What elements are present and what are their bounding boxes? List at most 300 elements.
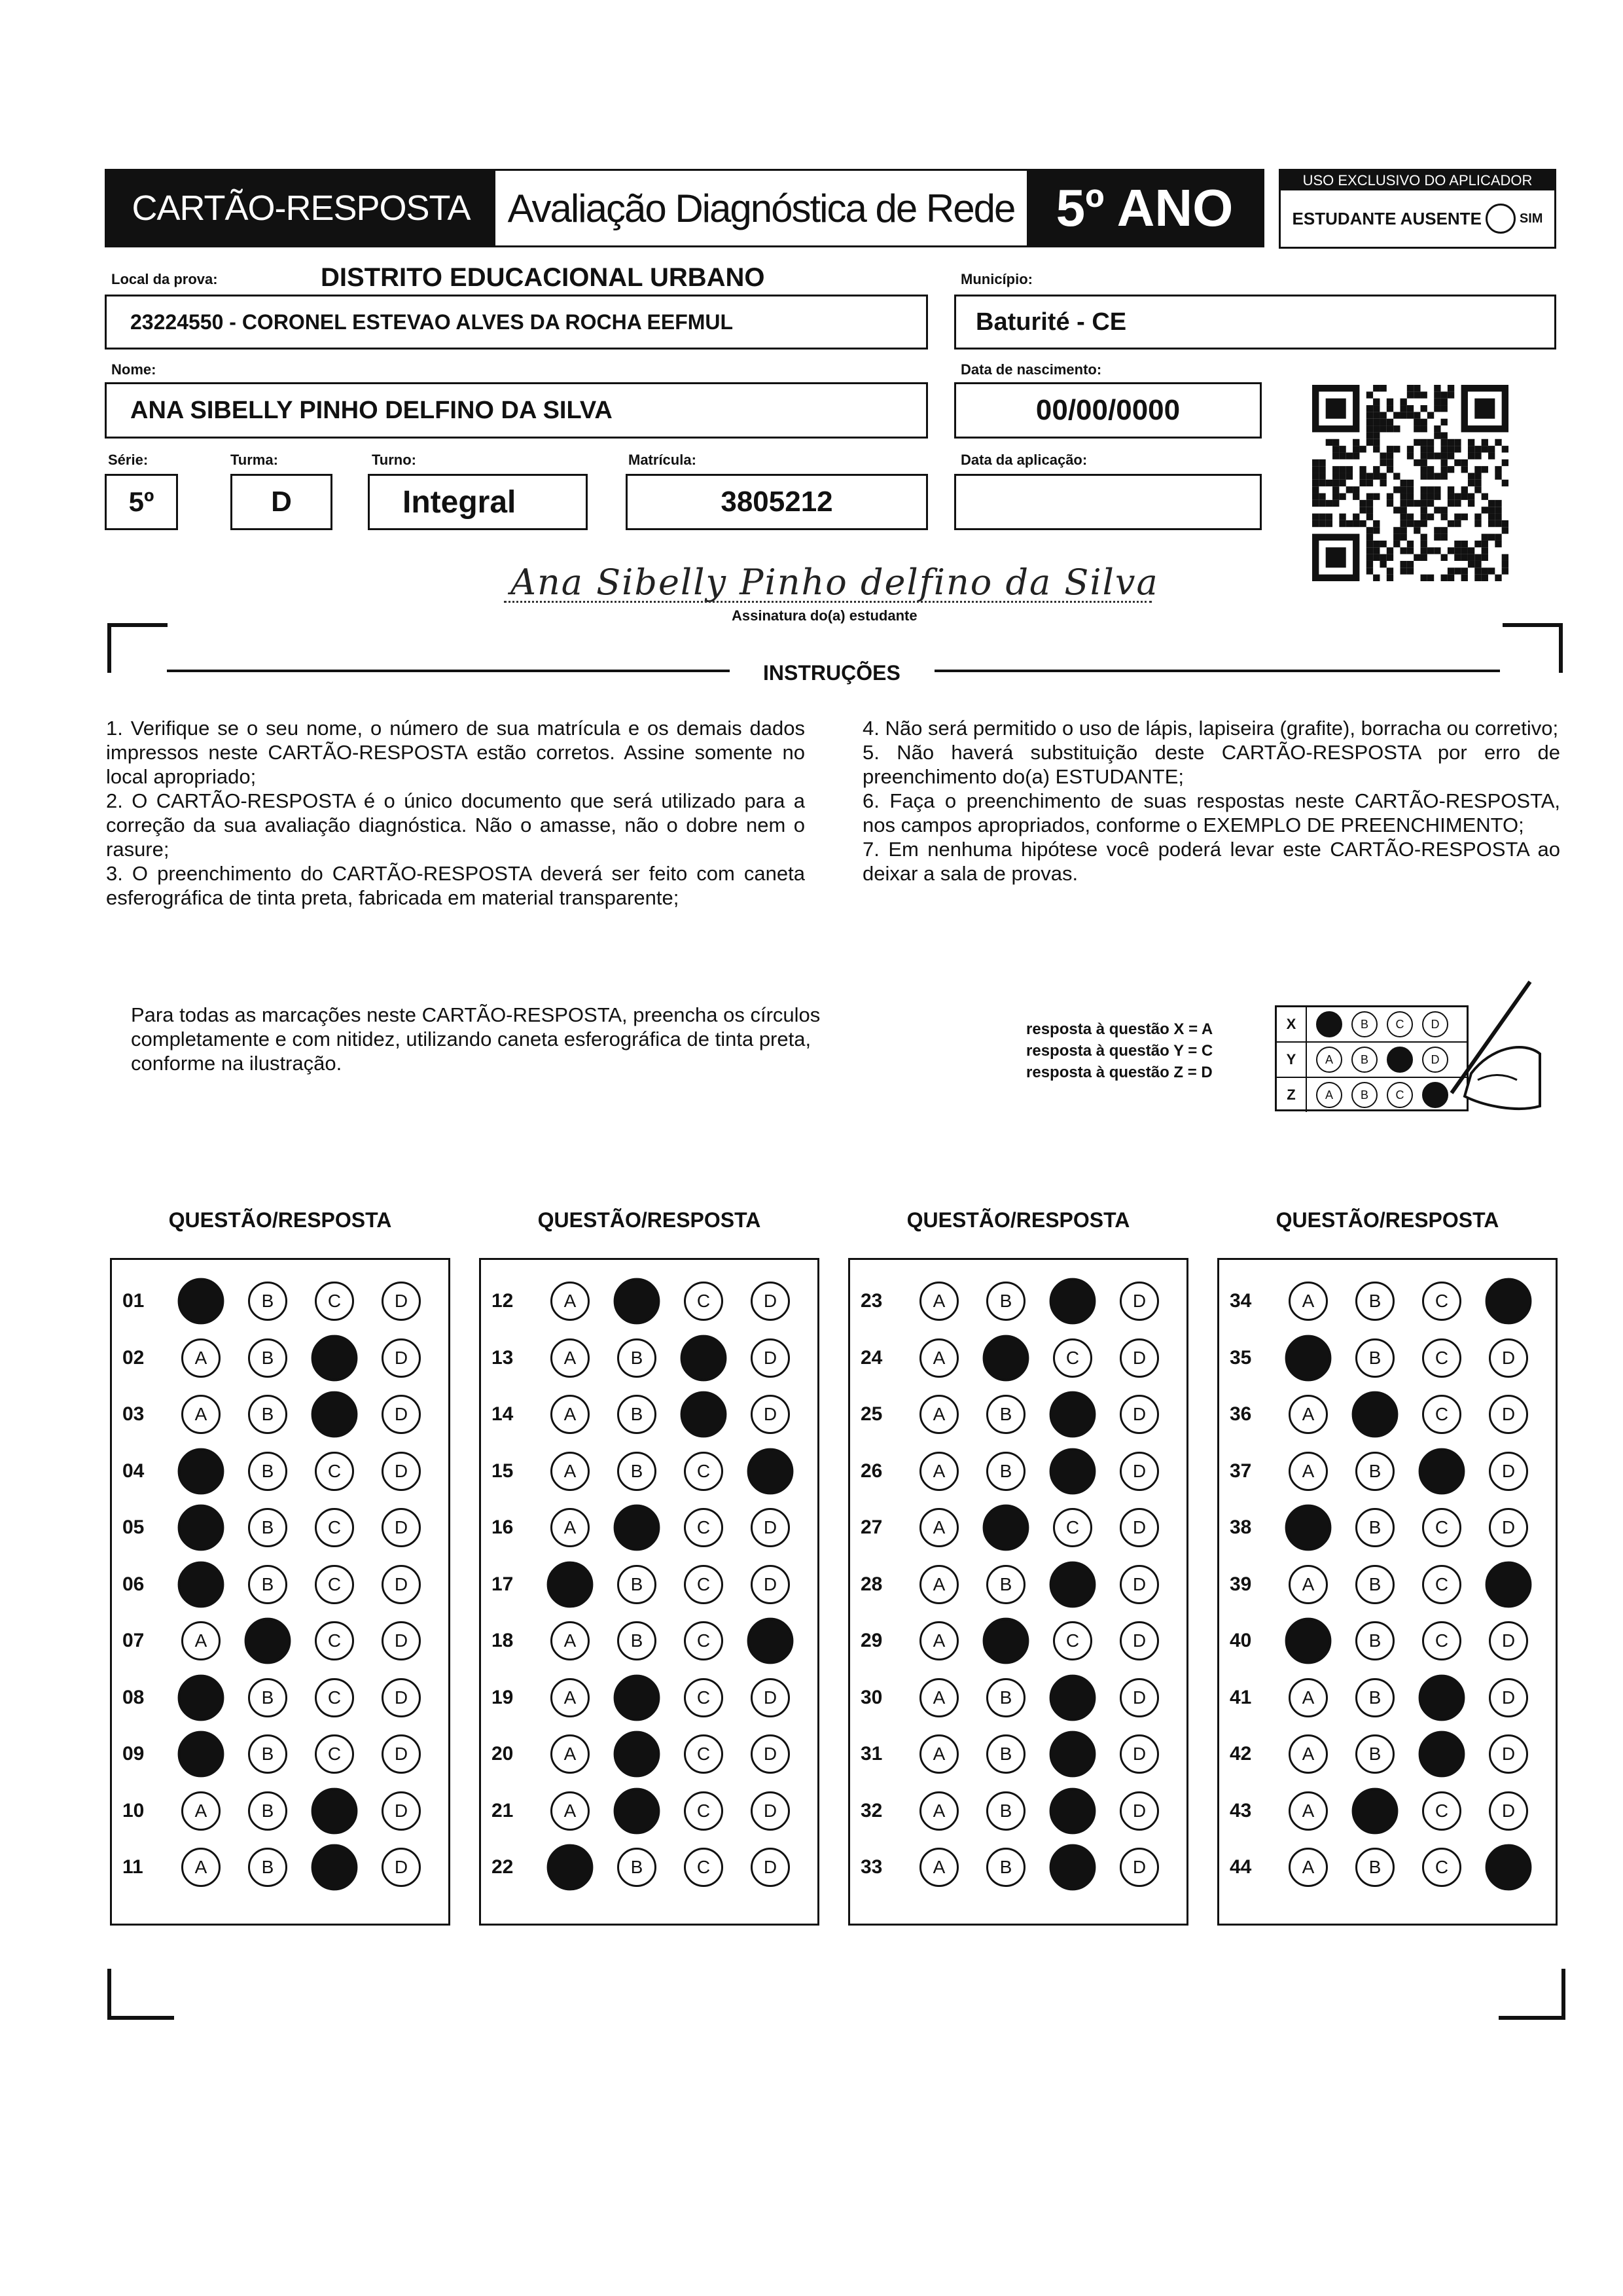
answer-row (1219, 1670, 1556, 1726)
answer-bubble-a[interactable]: A (550, 1791, 590, 1831)
question-answer-heading: QUESTÃO/RESPOSTA (537, 1208, 761, 1232)
answer-bubble-c[interactable]: C (315, 1565, 354, 1604)
serie-field: 5º (105, 474, 178, 530)
answer-bubble-c[interactable]: C (1053, 1508, 1092, 1547)
answer-bubble-d[interactable]: D (751, 1395, 790, 1434)
answer-bubble-d[interactable] (1486, 1844, 1532, 1891)
answer-row (112, 1726, 448, 1782)
answer-bubble-a[interactable]: A (919, 1338, 959, 1378)
answer-bubble-b[interactable] (614, 1787, 660, 1834)
question-number: 22 (491, 1856, 514, 1878)
answer-row (850, 1273, 1186, 1329)
answer-bubble-b[interactable]: B (986, 1282, 1026, 1321)
header-band (105, 169, 1264, 247)
answer-bubble-c[interactable] (1419, 1448, 1465, 1494)
answer-bubble-d[interactable] (747, 1448, 794, 1494)
answer-bubble-d[interactable]: D (1120, 1395, 1159, 1434)
question-number: 07 (122, 1630, 145, 1651)
answer-bubble-a[interactable]: A (550, 1734, 590, 1774)
example-bubble: A (1316, 1082, 1342, 1108)
answer-bubble-c[interactable] (1050, 1674, 1096, 1721)
answer-bubble-b[interactable] (983, 1618, 1029, 1664)
question-number: 10 (122, 1799, 145, 1821)
answer-bubble-b[interactable]: B (1355, 1565, 1395, 1604)
question-number: 01 (122, 1290, 145, 1312)
question-number: 32 (861, 1799, 883, 1821)
question-number: 11 (122, 1856, 143, 1878)
example-row-key: Z (1277, 1078, 1307, 1112)
question-number: 37 (1230, 1460, 1252, 1482)
answer-bubble-d[interactable]: D (1120, 1282, 1159, 1321)
instructions-rule-left (167, 670, 730, 672)
answer-bubble-d[interactable]: D (751, 1338, 790, 1378)
answer-bubble-d[interactable]: D (751, 1678, 790, 1717)
answer-row (1219, 1273, 1556, 1329)
answer-row (112, 1783, 448, 1839)
answer-bubble-b[interactable] (614, 1505, 660, 1551)
answer-bubble-d[interactable]: D (382, 1791, 421, 1831)
answer-bubble-d[interactable] (1486, 1278, 1532, 1325)
answer-bubble-c[interactable] (312, 1787, 358, 1834)
answer-bubble-b[interactable]: B (248, 1338, 287, 1378)
question-number: 16 (491, 1516, 514, 1538)
answer-row (481, 1726, 817, 1782)
answer-panel (479, 1258, 819, 1926)
answer-bubble-c[interactable]: C (684, 1848, 723, 1887)
question-number: 36 (1230, 1403, 1252, 1425)
answer-bubble-c[interactable] (1050, 1278, 1096, 1325)
answer-bubble-d[interactable]: D (1120, 1452, 1159, 1491)
nascimento-label: Data de nascimento: (961, 361, 1102, 378)
turma-field: D (230, 474, 332, 530)
answer-bubble-b[interactable]: B (1355, 1678, 1395, 1717)
answer-bubble-b[interactable]: B (248, 1734, 287, 1774)
answer-bubble-a[interactable]: A (550, 1452, 590, 1491)
answer-row (481, 1330, 817, 1386)
answer-bubble-c[interactable]: C (684, 1678, 723, 1717)
answer-bubble-b[interactable]: B (1355, 1338, 1395, 1378)
answer-bubble-b[interactable]: B (1355, 1282, 1395, 1321)
question-number: 24 (861, 1346, 883, 1369)
answer-bubble-b[interactable] (245, 1618, 291, 1664)
answer-bubble-d[interactable]: D (751, 1848, 790, 1887)
question-number: 44 (1230, 1856, 1252, 1878)
example-legend (1026, 1018, 1213, 1083)
example-bubble: C (1387, 1082, 1413, 1108)
answer-bubble-b[interactable]: B (986, 1791, 1026, 1831)
answer-bubble-b[interactable]: B (986, 1734, 1026, 1774)
answer-bubble-b[interactable] (1352, 1787, 1399, 1834)
answer-bubble-d[interactable]: D (1489, 1338, 1528, 1378)
answer-bubble-d[interactable] (747, 1618, 794, 1664)
answer-bubble-c[interactable] (1419, 1731, 1465, 1778)
answer-bubble-c[interactable]: C (315, 1734, 354, 1774)
answer-bubble-d[interactable]: D (751, 1791, 790, 1831)
answer-bubble-d[interactable]: D (1120, 1678, 1159, 1717)
example-line-x: resposta à questão X = A (1026, 1020, 1213, 1038)
answer-bubble-a[interactable]: A (181, 1791, 221, 1831)
answer-bubble-d[interactable]: D (1120, 1621, 1159, 1660)
answer-bubble-a[interactable]: A (919, 1734, 959, 1774)
answer-bubble-b[interactable]: B (1355, 1734, 1395, 1774)
answer-row (112, 1330, 448, 1386)
answer-bubble-a[interactable] (178, 1448, 224, 1494)
answer-bubble-d[interactable]: D (1489, 1452, 1528, 1491)
nome-label: Nome: (111, 361, 156, 378)
answer-bubble-d[interactable]: D (1489, 1621, 1528, 1660)
answer-bubble-d[interactable]: D (382, 1282, 421, 1321)
answer-row (481, 1499, 817, 1556)
answer-bubble-b[interactable] (614, 1674, 660, 1721)
answer-bubble-d[interactable]: D (382, 1621, 421, 1660)
corner-mark-top-left (107, 623, 168, 673)
answer-row (112, 1613, 448, 1669)
answer-bubble-d[interactable]: D (382, 1848, 421, 1887)
answer-bubble-b[interactable]: B (248, 1678, 287, 1717)
question-number: 15 (491, 1460, 514, 1482)
answer-bubble-a[interactable]: A (919, 1678, 959, 1717)
answer-bubble-b[interactable] (1352, 1391, 1399, 1438)
answer-row (850, 1839, 1186, 1895)
answer-bubble-c[interactable]: C (315, 1508, 354, 1547)
fill-instructions: Para todas as marcações neste CARTÃO-RESPOSTA, preencha os círculos completamente e com nitidez, utilizando caneta esferográfica de tinta preta, conforme na ilustração. (131, 1003, 821, 1075)
answer-bubble-a[interactable] (547, 1561, 594, 1607)
instructions-right: 4. Não será permitido o uso de lápis, lapiseira (grafite), borracha ou corretivo; 5. Não haverá substituição deste CARTÃO-RESPOSTA por erro de preenchimento do(a) ESTUDANTE; 6. Faça o preenchimento de suas respostas neste CARTÃO-RESPOSTA, nos campos apropriados, conforme o EXEMPLO DE PREENCHIMENTO; 7. Em nenhuma hipótese você poderá levar este CARTÃO-RESPOSTA ao deixar a sala de provas. (863, 717, 1560, 885)
absent-student-label: ESTUDANTE AUSENTE (1292, 208, 1482, 228)
answer-bubble-b[interactable]: B (986, 1395, 1026, 1434)
answer-row (850, 1330, 1186, 1386)
example-bubble (1316, 1011, 1342, 1037)
question-number: 06 (122, 1573, 145, 1595)
answer-bubble-c[interactable]: C (684, 1621, 723, 1660)
instructions-title: INSTRUÇÕES (763, 661, 901, 685)
answer-bubble-a[interactable]: A (181, 1621, 221, 1660)
answer-bubble-b[interactable]: B (1355, 1452, 1395, 1491)
answer-row (112, 1386, 448, 1443)
example-row-key: X (1277, 1007, 1307, 1041)
answer-bubble-d[interactable]: D (1489, 1734, 1528, 1774)
answer-bubble-a[interactable] (178, 1561, 224, 1607)
answer-bubble-b[interactable]: B (986, 1452, 1026, 1491)
answer-bubble-a[interactable]: A (181, 1395, 221, 1434)
question-number: 42 (1230, 1743, 1252, 1765)
answer-bubble-a[interactable] (178, 1505, 224, 1551)
nome-field: ANA SIBELLY PINHO DELFINO DA SILVA (105, 382, 928, 439)
question-number: 09 (122, 1743, 145, 1765)
answer-bubble-b[interactable]: B (617, 1395, 656, 1434)
answer-bubble-c[interactable]: C (1422, 1791, 1461, 1831)
answer-bubble-b[interactable]: B (617, 1848, 656, 1887)
answer-bubble-c[interactable] (1050, 1844, 1096, 1891)
answer-bubble-d[interactable]: D (1489, 1678, 1528, 1717)
answer-row (481, 1839, 817, 1895)
answer-row (850, 1556, 1186, 1613)
answer-bubble-d[interactable]: D (382, 1565, 421, 1604)
answer-row (850, 1783, 1186, 1839)
answer-row (1219, 1783, 1556, 1839)
answer-bubble-d[interactable]: D (382, 1452, 421, 1491)
answer-bubble-d[interactable]: D (751, 1282, 790, 1321)
answer-bubble-b[interactable]: B (617, 1452, 656, 1491)
answer-bubble-c[interactable]: C (315, 1452, 354, 1491)
turno-field: Integral (368, 474, 588, 530)
answer-bubble-b[interactable]: B (248, 1282, 287, 1321)
answer-bubble-d[interactable]: D (382, 1508, 421, 1547)
answer-bubble-b[interactable]: B (986, 1678, 1026, 1717)
answer-row (481, 1613, 817, 1669)
answer-bubble-a[interactable]: A (1289, 1734, 1328, 1774)
answer-bubble-c[interactable] (1050, 1448, 1096, 1494)
answer-bubble-c[interactable]: C (1422, 1508, 1461, 1547)
answer-bubble-d[interactable]: D (382, 1395, 421, 1434)
answer-row (1219, 1556, 1556, 1613)
answer-bubble-d[interactable]: D (751, 1734, 790, 1774)
answer-bubble-b[interactable]: B (248, 1565, 287, 1604)
answer-bubble-b[interactable]: B (1355, 1508, 1395, 1547)
matricula-label: Matrícula: (628, 452, 696, 468)
question-number: 03 (122, 1403, 145, 1425)
answer-bubble-d[interactable]: D (1120, 1338, 1159, 1378)
aplicacao-label: Data da aplicação: (961, 452, 1088, 468)
local-title: DISTRITO EDUCACIONAL URBANO (321, 263, 765, 292)
answer-bubble-c[interactable] (681, 1391, 727, 1438)
answer-bubble-a[interactable] (1285, 1335, 1332, 1381)
answer-bubble-b[interactable] (614, 1278, 660, 1325)
question-number: 20 (491, 1743, 514, 1765)
example-bubble: D (1422, 1011, 1448, 1037)
answer-bubble-b[interactable]: B (1355, 1848, 1395, 1887)
example-bubble: B (1351, 1011, 1378, 1037)
answer-bubble-a[interactable]: A (1289, 1848, 1328, 1887)
answer-bubble-d[interactable]: D (1120, 1791, 1159, 1831)
question-number: 13 (491, 1346, 514, 1369)
answer-row (850, 1726, 1186, 1782)
answer-bubble-a[interactable]: A (1289, 1565, 1328, 1604)
answer-panel (110, 1258, 450, 1926)
answer-bubble-b[interactable] (983, 1335, 1029, 1381)
matricula-field: 3805212 (626, 474, 928, 530)
answer-bubble-d[interactable]: D (1489, 1791, 1528, 1831)
answer-bubble-d[interactable]: D (1120, 1508, 1159, 1547)
aplicacao-field (954, 474, 1262, 530)
question-number: 43 (1230, 1799, 1252, 1821)
question-number: 40 (1230, 1630, 1252, 1651)
answer-bubble-b[interactable]: B (617, 1338, 656, 1378)
answer-bubble-a[interactable]: A (1289, 1282, 1328, 1321)
example-row-key: Y (1277, 1043, 1307, 1077)
local-label: Local da prova: (111, 271, 218, 287)
municipio-field: Baturité - CE (954, 295, 1556, 350)
answer-bubble-a[interactable]: A (919, 1452, 959, 1491)
answer-bubble-b[interactable]: B (248, 1848, 287, 1887)
answer-bubble-b[interactable]: B (617, 1565, 656, 1604)
answer-bubble-a[interactable]: A (919, 1508, 959, 1547)
answer-row (112, 1273, 448, 1329)
answer-row (481, 1443, 817, 1499)
answer-bubble-c[interactable]: C (315, 1678, 354, 1717)
answer-bubble-d[interactable]: D (382, 1338, 421, 1378)
answer-bubble-c[interactable]: C (1053, 1621, 1092, 1660)
answer-bubble-a[interactable]: A (919, 1282, 959, 1321)
answer-bubble-a[interactable] (178, 1674, 224, 1721)
answer-row (1219, 1613, 1556, 1669)
answer-bubble-c[interactable] (312, 1391, 358, 1438)
answer-bubble-b[interactable]: B (248, 1452, 287, 1491)
answer-row (1219, 1386, 1556, 1443)
question-number: 12 (491, 1290, 514, 1312)
answer-bubble-a[interactable]: A (550, 1395, 590, 1434)
answer-bubble-c[interactable]: C (1422, 1565, 1461, 1604)
answer-bubble-a[interactable]: A (550, 1508, 590, 1547)
answer-bubble-a[interactable]: A (919, 1395, 959, 1434)
answer-bubble-a[interactable]: A (1289, 1678, 1328, 1717)
answer-bubble-a[interactable]: A (550, 1282, 590, 1321)
answer-bubble-c[interactable]: C (684, 1734, 723, 1774)
answer-row (112, 1556, 448, 1613)
example-bubble: C (1387, 1011, 1413, 1037)
qr-code-icon (1312, 385, 1508, 581)
question-number: 26 (861, 1460, 883, 1482)
answer-bubble-d[interactable]: D (751, 1565, 790, 1604)
assessment-title: Avaliação Diagnóstica de Rede (495, 171, 1027, 245)
answer-bubble-d[interactable] (1486, 1561, 1532, 1607)
answer-bubble-d[interactable]: D (1120, 1565, 1159, 1604)
answer-row (481, 1783, 817, 1839)
answer-bubble-a[interactable]: A (550, 1338, 590, 1378)
answer-bubble-b[interactable]: B (986, 1848, 1026, 1887)
answer-bubble-b[interactable]: B (248, 1508, 287, 1547)
answer-bubble-d[interactable]: D (1489, 1395, 1528, 1434)
answer-bubble-b[interactable]: B (1355, 1621, 1395, 1660)
answer-bubble-d[interactable]: D (751, 1508, 790, 1547)
answer-row (850, 1613, 1186, 1669)
answer-bubble-b[interactable]: B (248, 1395, 287, 1434)
answer-row (481, 1556, 817, 1613)
question-number: 31 (861, 1743, 883, 1765)
answer-bubble-c[interactable]: C (684, 1282, 723, 1321)
question-number: 23 (861, 1290, 883, 1312)
local-field: 23224550 - CORONEL ESTEVAO ALVES DA ROCHA EEFMUL (105, 295, 928, 350)
question-number: 08 (122, 1686, 145, 1708)
answer-row (850, 1386, 1186, 1443)
example-bubble: B (1351, 1047, 1378, 1073)
signature-label: Assinatura do(a) estudante (732, 607, 918, 624)
answer-bubble-c[interactable]: C (684, 1452, 723, 1491)
answer-bubble-c[interactable] (1050, 1787, 1096, 1834)
answer-bubble-a[interactable] (1285, 1505, 1332, 1551)
answer-bubble-c[interactable]: C (315, 1282, 354, 1321)
answer-bubble-a[interactable]: A (919, 1848, 959, 1887)
answer-row (112, 1839, 448, 1895)
answer-bubble-c[interactable]: C (1422, 1282, 1461, 1321)
question-number: 19 (491, 1686, 514, 1708)
answer-bubble-c[interactable] (1419, 1674, 1465, 1721)
answer-row (481, 1670, 817, 1726)
question-answer-heading: QUESTÃO/RESPOSTA (168, 1208, 392, 1232)
answer-bubble-c[interactable]: C (684, 1791, 723, 1831)
absent-yes-label: SIM (1519, 211, 1543, 226)
answer-bubble-a[interactable]: A (919, 1565, 959, 1604)
answer-bubble-a[interactable] (547, 1844, 594, 1891)
instructions-rule-right (935, 670, 1500, 672)
question-number: 17 (491, 1573, 514, 1595)
answer-bubble-c[interactable] (312, 1335, 358, 1381)
question-number: 35 (1230, 1346, 1252, 1369)
answer-bubble-c[interactable]: C (684, 1508, 723, 1547)
question-number: 30 (861, 1686, 883, 1708)
answer-bubble-c[interactable]: C (1422, 1395, 1461, 1434)
answer-bubble-a[interactable] (1285, 1618, 1332, 1664)
answer-bubble-c[interactable] (1050, 1391, 1096, 1438)
answer-bubble-c[interactable]: C (315, 1621, 354, 1660)
answer-bubble-c[interactable]: C (1422, 1338, 1461, 1378)
answer-bubble-a[interactable] (178, 1731, 224, 1778)
answer-bubble-c[interactable]: C (1422, 1621, 1461, 1660)
answer-bubble-a[interactable]: A (1289, 1452, 1328, 1491)
answer-bubble-c[interactable] (1050, 1731, 1096, 1778)
example-line-z: resposta à questão Z = D (1026, 1064, 1213, 1081)
answer-bubble-a[interactable]: A (550, 1678, 590, 1717)
nascimento-field: 00/00/0000 (954, 382, 1262, 439)
absent-bubble[interactable] (1486, 204, 1516, 234)
answer-bubble-c[interactable] (312, 1844, 358, 1891)
answer-bubble-d[interactable]: D (1120, 1848, 1159, 1887)
answer-bubble-a[interactable] (178, 1278, 224, 1325)
answer-bubble-c[interactable] (1050, 1561, 1096, 1607)
answer-bubble-b[interactable]: B (617, 1621, 656, 1660)
grade-label: 5º ANO (1027, 171, 1262, 245)
answer-bubble-d[interactable]: D (382, 1678, 421, 1717)
answer-bubble-b[interactable] (983, 1505, 1029, 1551)
serie-label: Série: (108, 452, 149, 468)
answer-row (1219, 1499, 1556, 1556)
answer-bubble-a[interactable]: A (550, 1621, 590, 1660)
answer-bubble-c[interactable]: C (1422, 1848, 1461, 1887)
answer-bubble-d[interactable]: D (1120, 1734, 1159, 1774)
answer-bubble-d[interactable]: D (382, 1734, 421, 1774)
answer-panel (848, 1258, 1188, 1926)
applicator-only-label: USO EXCLUSIVO DO APLICADOR (1281, 171, 1554, 190)
answer-bubble-b[interactable]: B (986, 1565, 1026, 1604)
answer-panel (1217, 1258, 1558, 1926)
answer-bubble-a[interactable]: A (181, 1848, 221, 1887)
answer-bubble-a[interactable]: A (919, 1791, 959, 1831)
answer-bubble-a[interactable]: A (181, 1338, 221, 1378)
answer-row (1219, 1330, 1556, 1386)
student-signature: Ana Sibelly Pinho delfino da Silva (510, 562, 1159, 603)
corner-mark-top-right (1503, 623, 1563, 673)
example-line-y: resposta à questão Y = C (1026, 1042, 1213, 1060)
answer-bubble-a[interactable]: A (1289, 1791, 1328, 1831)
answer-bubble-b[interactable]: B (248, 1791, 287, 1831)
answer-bubble-c[interactable]: C (684, 1565, 723, 1604)
turno-label: Turno: (372, 452, 417, 468)
answer-bubble-b[interactable] (614, 1731, 660, 1778)
question-number: 28 (861, 1573, 883, 1595)
answer-bubble-d[interactable]: D (1489, 1508, 1528, 1547)
turma-label: Turma: (230, 452, 278, 468)
answer-bubble-a[interactable]: A (919, 1621, 959, 1660)
answer-row (850, 1670, 1186, 1726)
corner-mark-bottom-left (107, 1969, 174, 2020)
question-number: 38 (1230, 1516, 1252, 1538)
question-number: 34 (1230, 1290, 1252, 1312)
answer-bubble-a[interactable]: A (1289, 1395, 1328, 1434)
example-bubble: B (1351, 1082, 1378, 1108)
answer-row (1219, 1443, 1556, 1499)
answer-bubble-c[interactable]: C (1053, 1338, 1092, 1378)
answer-bubble-c[interactable] (681, 1335, 727, 1381)
